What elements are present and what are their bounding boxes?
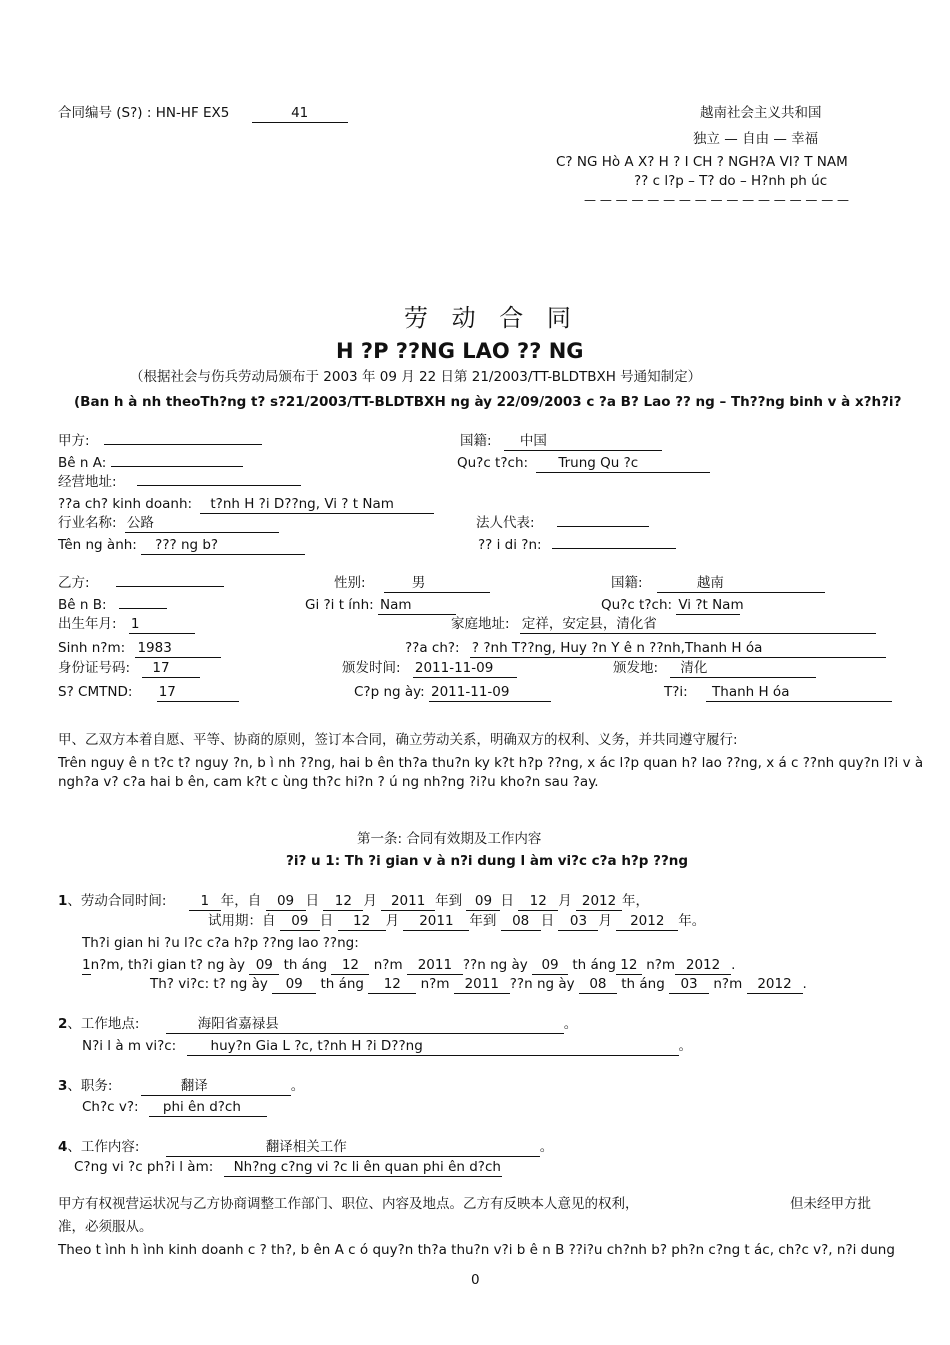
vn-prob-den: ??n ng ày bbox=[509, 976, 575, 992]
party-a-tennganh-value[interactable]: ??? ng b? bbox=[141, 539, 305, 555]
vn-end-day[interactable]: 09 bbox=[532, 959, 568, 975]
contract-number-value: 41 bbox=[252, 107, 348, 123]
position-cn-value[interactable]: 翻译 bbox=[141, 1080, 291, 1096]
term-text-yue: 月 bbox=[363, 893, 377, 909]
adjust-para-vn: Theo t ình h ình kinh doanh c ? th?, b ên A c ó quy?n th?a thu?n v?i b ê n B ??i?u ch?nh b? ph?n c?ng t ác, ch?c v?, n?i dung bbox=[58, 1242, 895, 1258]
party-b-benb bbox=[58, 599, 167, 613]
prob-text-nian-end: 年。 bbox=[678, 913, 706, 929]
party-a-diachi-label: ??a ch? kinh doanh: bbox=[58, 496, 193, 512]
term-line bbox=[58, 895, 649, 911]
item3-number: 3 bbox=[58, 1078, 68, 1094]
title-cn: 劳 动 合 同 bbox=[404, 304, 579, 332]
party-a-address-label: 经营地址: bbox=[58, 474, 117, 490]
party-b-id-value[interactable]: 17 bbox=[142, 662, 200, 678]
party-a-nationality-cn bbox=[460, 435, 662, 451]
party-a-daidien-value[interactable] bbox=[552, 547, 676, 549]
party-a-diachi-value[interactable]: t?nh H ?i D??ng, Vi ? t Nam bbox=[200, 498, 434, 514]
vn-prob-thang: th áng bbox=[320, 976, 364, 992]
party-b-quoctich-value[interactable]: Vi ?t Nam bbox=[678, 597, 744, 613]
workplace-vn-line bbox=[82, 1040, 692, 1056]
term-text-nian: 年，自 bbox=[220, 893, 262, 909]
party-a-industry-label: 行业名称: bbox=[58, 515, 117, 531]
vn-prob-thang-2: th áng bbox=[621, 976, 665, 992]
legal-basis-cn: （根据社会与伤兵劳动局颁布于 2003 年 09 月 22 日第 21/2003/TT-BLDTBXH 号通知制定） bbox=[130, 369, 702, 385]
item2-number: 2 bbox=[58, 1016, 68, 1032]
party-a-jia-value[interactable] bbox=[104, 443, 262, 445]
party-b-issue-place-value[interactable]: 清化 bbox=[670, 662, 816, 678]
party-b-birth-label: 出生年月: bbox=[58, 616, 117, 632]
workplace-cn-line bbox=[58, 1018, 577, 1034]
vn-probation-line bbox=[150, 978, 807, 994]
position-cn-period: 。 bbox=[290, 1078, 305, 1094]
party-a-tennganh-label: Tên ng ành: bbox=[58, 537, 137, 553]
intro-cn: 甲、乙双方本着自愿、平等、协商的原则，签订本合同，确立劳动关系，明确双方的权利、义务，并共同遵守履行: bbox=[58, 732, 738, 748]
vn-term-text: n?m, th?i gian t? ng ày bbox=[90, 957, 245, 973]
party-a-industry-value[interactable]: 公路 bbox=[125, 517, 279, 533]
party-b-nationality-label: 国籍: bbox=[611, 575, 643, 591]
party-a-daidien-label: ?? i di ?n: bbox=[478, 537, 542, 553]
content-vn-value[interactable]: Nh?ng c?ng vi ?c li ên quan phi ên d?ch bbox=[224, 1161, 502, 1177]
party-b-quoctich bbox=[601, 597, 744, 615]
party-a-jia-label: 甲方: bbox=[58, 433, 90, 449]
vn-start-year[interactable]: 2011 bbox=[407, 959, 463, 975]
probation-line bbox=[208, 915, 705, 931]
party-a-nationality-label: 国籍: bbox=[460, 433, 492, 449]
probation-label: 试用期：自 bbox=[208, 913, 276, 929]
term-text-ri: 日 bbox=[305, 893, 320, 909]
workplace-vn-period: 。 bbox=[678, 1038, 693, 1054]
party-b-yi bbox=[58, 577, 224, 591]
party-a-bena-value[interactable] bbox=[111, 465, 243, 467]
party-b-tai-value[interactable]: Thanh H óa bbox=[706, 686, 892, 702]
prob-end-month[interactable]: 08 bbox=[501, 915, 541, 931]
workplace-vn-label: N?i l à m vi?c: bbox=[82, 1038, 177, 1054]
workplace-cn-value[interactable]: 海阳省嘉禄县 bbox=[166, 1018, 564, 1034]
vn-term-den: ??n ng ày bbox=[462, 957, 528, 973]
position-cn-line bbox=[58, 1080, 304, 1096]
party-b-gioitinh-label: Gi ?i t ính: bbox=[305, 597, 374, 613]
vn-term-nam-2: n?m bbox=[646, 957, 676, 973]
vn-term-thang-2: th áng bbox=[572, 957, 616, 973]
content-cn-line bbox=[58, 1141, 553, 1157]
start-year[interactable]: 2011 bbox=[381, 895, 435, 911]
party-b-issue-place bbox=[613, 662, 816, 678]
content-cn-period: 。 bbox=[539, 1139, 554, 1155]
vn-duration-label: Th?i gian hi ?u l?c c?a h?p ??ng lao ??ng: bbox=[82, 935, 359, 951]
term-text-nian-end: 年， bbox=[622, 893, 650, 909]
vn-prob-label: Th? vi?c: t? ng ày bbox=[150, 976, 268, 992]
term-text-nian-to: 年到 bbox=[435, 893, 463, 909]
party-b-nationality-value[interactable]: 越南 bbox=[657, 577, 825, 593]
adjust-para-cn-2: 准，必须服从。 bbox=[58, 1219, 153, 1235]
party-b-tai-label: T?i: bbox=[664, 684, 688, 700]
party-b-gioitinh bbox=[305, 599, 456, 615]
title-vn: H ?P ??NG LAO ?? NG bbox=[336, 339, 584, 363]
article1-title-vn: ?i? u 1: Th ?i gian v à n?i dung l àm vi?c c?a h?p ??ng bbox=[286, 853, 689, 869]
party-b-birth bbox=[58, 618, 195, 634]
party-b-diachi bbox=[405, 642, 886, 658]
adjust-para-cn-a: 甲方有权视营运状况与乙方协商调整工作部门、职位、内容及地点。乙方有反映本人意见的权利， bbox=[58, 1196, 639, 1212]
party-b-cmtnd-label: S? CMTND: bbox=[58, 684, 133, 700]
vn-term-thang: th áng bbox=[283, 957, 328, 973]
prob-start-year[interactable]: 2011 bbox=[403, 915, 469, 931]
prob-end-day[interactable]: 03 bbox=[558, 915, 598, 931]
prob-text-nian-to: 年到 bbox=[469, 913, 497, 929]
prob-start-day[interactable]: 12 bbox=[338, 915, 386, 931]
vn-prob-end-day[interactable]: 08 bbox=[579, 978, 617, 994]
vn-prob-start-day[interactable]: 09 bbox=[272, 978, 316, 994]
vn-term-nam: n?m bbox=[373, 957, 403, 973]
party-a-bena bbox=[58, 457, 243, 471]
party-a-quoctich bbox=[457, 457, 710, 473]
party-b-issue-date-value[interactable]: 2011-11-09 bbox=[413, 662, 517, 678]
position-vn-line bbox=[82, 1101, 267, 1117]
prob-text-ri-2: 日 bbox=[540, 913, 555, 929]
motto-vn: ?? c l?p – T? do – H?nh ph úc bbox=[634, 173, 828, 189]
content-vn-line bbox=[74, 1161, 502, 1177]
vn-prob-dot: . bbox=[802, 976, 807, 992]
page-number: 0 bbox=[471, 1272, 480, 1288]
article1-title-cn: 第一条: 合同有效期及工作内容 bbox=[357, 831, 542, 847]
party-b-diachi-label: ??a ch?: bbox=[405, 640, 460, 656]
prob-end-year[interactable]: 2012 bbox=[616, 915, 678, 931]
party-a-tennganh bbox=[58, 539, 305, 555]
party-b-quoctich-label: Qu?c t?ch: bbox=[601, 597, 673, 613]
party-b-tai bbox=[664, 686, 892, 702]
party-b-issue-date bbox=[342, 662, 517, 678]
vn-prob-end-month[interactable]: 03 bbox=[669, 978, 709, 994]
vn-start-day[interactable]: 09 bbox=[249, 959, 279, 975]
party-b-sinhnam bbox=[58, 642, 221, 658]
party-a-nationality-value[interactable]: 中国 bbox=[504, 435, 662, 451]
party-b-benb-label: Bê n B: bbox=[58, 597, 107, 613]
term-text-yue-2: 月 bbox=[558, 893, 572, 909]
intro-vn-line1: Trên nguy ê n t?c t? nguy ?n, b ì nh ??ng, hai b ên th?a thu?n ky k?t h?p ??ng, x ác l?p quan h? lao ??ng, x á c ??nh quy?n l?i v à bbox=[58, 755, 924, 771]
party-b-diachi-value[interactable]: ? ?nh T??ng, Huy ?n Y ê n ??nh,Thanh H óa bbox=[470, 642, 886, 658]
vn-end-month[interactable]: 12 bbox=[616, 959, 642, 975]
party-b-capngay-label: C?p ng ày: bbox=[354, 684, 425, 700]
start-month[interactable]: 09 bbox=[266, 895, 306, 911]
start-day[interactable]: 12 bbox=[323, 895, 363, 911]
party-a-address-value[interactable] bbox=[137, 484, 301, 486]
item4-number: 4 bbox=[58, 1139, 68, 1155]
end-day[interactable]: 12 bbox=[518, 895, 558, 911]
party-b-nationality-cn bbox=[611, 577, 825, 593]
party-a-address-cn bbox=[58, 476, 301, 490]
party-a-jia bbox=[58, 435, 262, 449]
legal-basis-vn: (Ban h à nh theoTh?ng t? s?21/2003/TT-BLDTBXH ng ày 22/09/2003 c ?a B? Lao ?? ng – Th??ng binh v à x?h?i? bbox=[74, 394, 902, 410]
prob-start-month[interactable]: 09 bbox=[280, 915, 320, 931]
content-vn-label: C?ng vi ?c ph?i l àm: bbox=[74, 1159, 214, 1175]
end-year[interactable]: 2012 bbox=[576, 895, 622, 911]
party-a-daidien bbox=[478, 539, 676, 553]
party-a-industry bbox=[58, 517, 279, 533]
party-b-gender-label: 性别: bbox=[334, 575, 366, 591]
prob-text-ri: 日 bbox=[319, 913, 334, 929]
intro-vn-line2: ngh?a v? c?a hai b ên, cam k?t c ùng th?c hi?n ? ú ng nh?ng ?i?u kho?n sau ?ay. bbox=[58, 774, 599, 790]
party-b-issue-date-label: 颁发时间: bbox=[342, 660, 401, 676]
contract-number bbox=[58, 107, 348, 123]
party-b-gioitinh-value[interactable]: Nam bbox=[378, 599, 456, 615]
party-a-diachi bbox=[58, 498, 434, 514]
item4-label: 、工作内容: bbox=[67, 1139, 140, 1155]
party-b-sinhnam-label: Sinh n?m: bbox=[58, 640, 126, 656]
position-vn-label: Ch?c v?: bbox=[82, 1099, 139, 1115]
vn-term-years[interactable]: 1 bbox=[82, 957, 91, 973]
party-b-cmtnd bbox=[58, 686, 239, 702]
item2-label: 、工作地点: bbox=[67, 1016, 140, 1032]
party-b-sinhnam-value[interactable]: 1983 bbox=[135, 642, 221, 658]
country-vn: C? NG Hò A X? H ? I CH ? NGH?A VI? T NAM bbox=[556, 154, 848, 170]
party-b-birth-value[interactable]: 1 bbox=[129, 618, 195, 634]
vn-prob-end-year[interactable]: 2012 bbox=[747, 978, 803, 994]
party-b-gender-value[interactable]: 男 bbox=[384, 577, 490, 593]
vn-prob-start-month[interactable]: 12 bbox=[368, 978, 416, 994]
party-b-capngay bbox=[354, 686, 551, 702]
end-month[interactable]: 09 bbox=[466, 895, 500, 911]
vn-start-month[interactable]: 12 bbox=[331, 959, 369, 975]
party-a-quoctich-value[interactable]: Trung Qu ?c bbox=[536, 457, 710, 473]
prob-text-yue: 月 bbox=[385, 913, 400, 929]
party-b-home-label: 家庭地址: bbox=[451, 616, 510, 632]
item3-label: 、职务: bbox=[67, 1078, 113, 1094]
country-cn: 越南社会主义共和国 bbox=[700, 105, 822, 121]
party-b-home bbox=[451, 618, 876, 634]
party-b-gender bbox=[334, 577, 490, 593]
item1-number: 1 bbox=[58, 893, 68, 909]
party-b-yi-value[interactable] bbox=[116, 585, 224, 587]
party-b-issue-place-label: 颁发地: bbox=[613, 660, 659, 676]
party-a-quoctich-label: Qu?c t?ch: bbox=[457, 455, 529, 471]
vn-prob-start-year[interactable]: 2011 bbox=[454, 978, 510, 994]
party-b-benb-value[interactable] bbox=[119, 607, 167, 609]
prob-text-yue-2: 月 bbox=[598, 913, 612, 929]
vn-term-dot: . bbox=[731, 957, 736, 973]
party-a-legal-rep bbox=[476, 517, 649, 531]
motto-cn: 独立 — 自由 — 幸福 bbox=[693, 131, 819, 147]
vn-end-year[interactable]: 2012 bbox=[675, 959, 731, 975]
vn-prob-nam: n?m bbox=[420, 976, 450, 992]
content-cn-value[interactable]: 翻译相关工作 bbox=[166, 1141, 540, 1157]
position-vn-value[interactable]: phi ên d?ch bbox=[149, 1101, 267, 1117]
workplace-vn-value[interactable]: huy?n Gia L ?c, t?nh H ?i D??ng bbox=[187, 1040, 679, 1056]
party-b-home-value[interactable]: 定祥，安定县，清化省 bbox=[520, 618, 876, 634]
party-b-id-label: 身份证号码: bbox=[58, 660, 131, 676]
vn-prob-nam-2: n?m bbox=[713, 976, 743, 992]
header-dash-line: — — — — — — — — — — — — — — — — — bbox=[584, 193, 850, 207]
contract-number-label: 合同编号 (S?) : HN-HF EX5 bbox=[58, 105, 230, 121]
adjust-para-cn-b: 但未经甲方批 bbox=[790, 1196, 871, 1212]
term-years[interactable]: 1 bbox=[189, 895, 221, 911]
workplace-cn-period: 。 bbox=[563, 1016, 578, 1032]
party-b-capngay-value[interactable]: 2011-11-09 bbox=[429, 686, 551, 702]
party-a-bena-label: Bê n A: bbox=[58, 455, 107, 471]
item1-label: 、劳动合同时间: bbox=[67, 893, 167, 909]
party-a-legal-rep-label: 法人代表: bbox=[476, 515, 535, 531]
party-a-legal-rep-value[interactable] bbox=[557, 525, 649, 527]
vn-term-line bbox=[82, 959, 735, 975]
party-b-cmtnd-value[interactable]: 17 bbox=[157, 686, 239, 702]
party-b-yi-label: 乙方: bbox=[58, 575, 90, 591]
party-b-id bbox=[58, 662, 200, 678]
term-text-ri-2: 日 bbox=[500, 893, 514, 909]
